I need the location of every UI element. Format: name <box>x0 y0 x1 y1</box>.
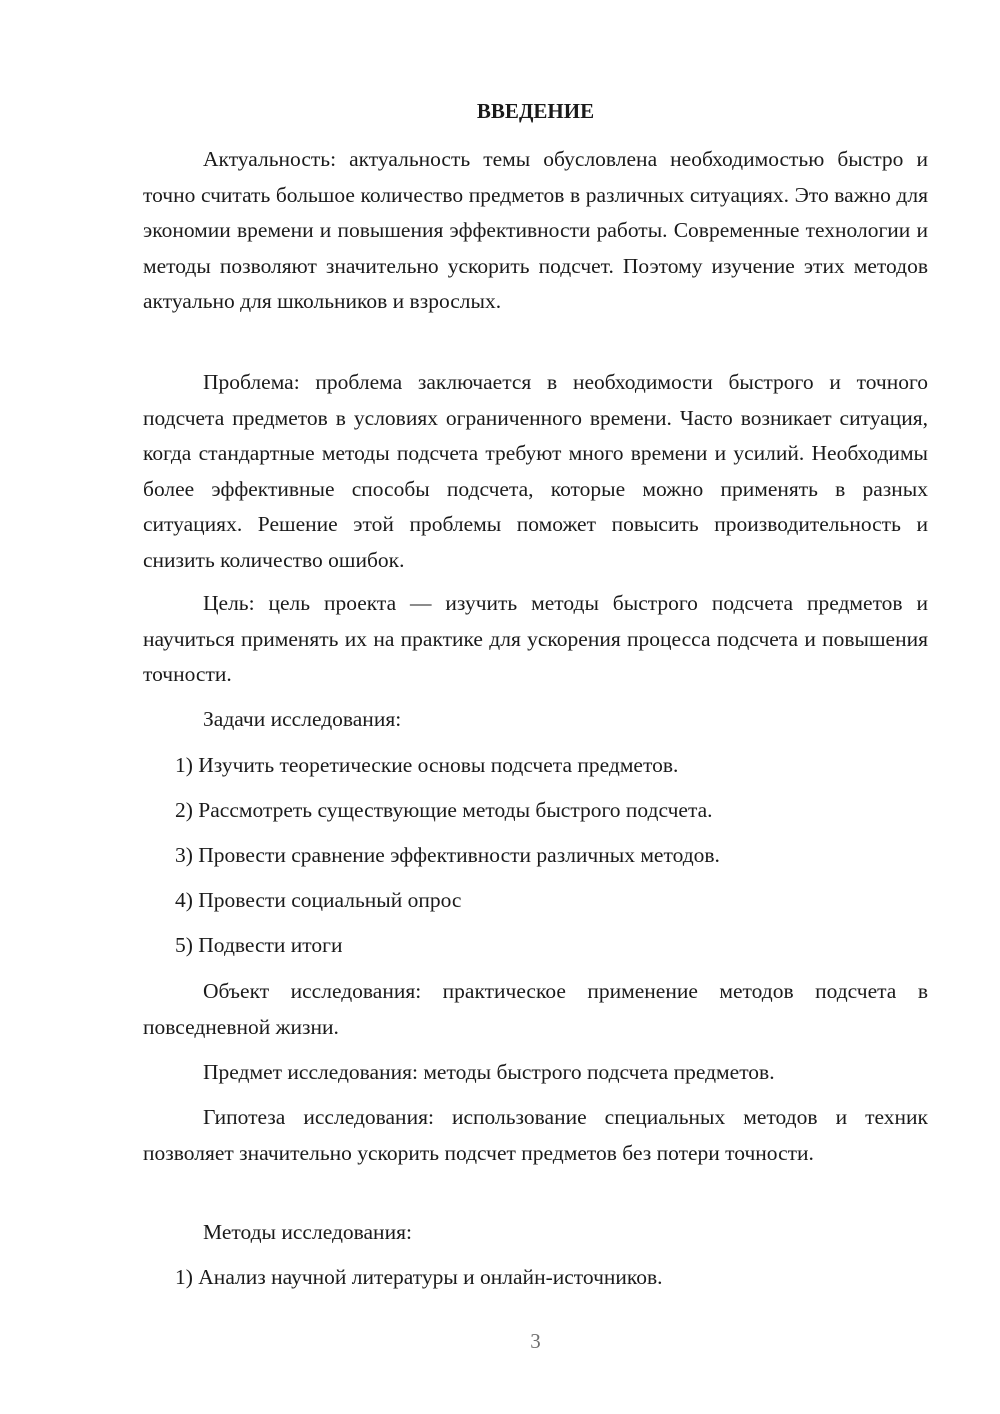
section-title: ВВЕДЕНИЕ <box>476 99 595 123</box>
task-item-5: 5) Подвести итоги <box>175 933 343 957</box>
paragraph-goal: Цель: цель проекта — изучить методы быстрого подсчета предметов и научиться применять их на практике для ускорения процесса подсчета и повышения точности. <box>143 591 928 686</box>
methods-heading: Методы исследования: <box>203 1220 412 1244</box>
tasks-heading: Задачи исследования: <box>203 707 402 731</box>
task-item-1: 1) Изучить теоретические основы подсчета предметов. <box>175 753 679 777</box>
task-item-4: 4) Провести социальный опрос <box>175 888 462 912</box>
document-page <box>143 0 928 1414</box>
task-item-2: 2) Рассмотреть существующие методы быстрого подсчета. <box>175 798 713 822</box>
paragraph-relevance: Актуальность: актуальность темы обусловлена необходимостью быстро и точно считать большое количество предметов в различных ситуациях. Это важно для экономии времени и повышения эффективности работы. Современные технологии и методы позволяют значительно ускорить подсчет. Поэтому изучение этих методов актуально для школьников и взрослых. <box>143 147 928 313</box>
page-number: 3 <box>530 1329 541 1353</box>
task-item-3: 3) Провести сравнение эффективности различных методов. <box>175 843 720 867</box>
paragraph-hypothesis: Гипотеза исследования: использование специальных методов и техник позволяет значительно ускорить подсчет предметов без потери точности. <box>143 1105 928 1165</box>
paragraph-problem: Проблема: проблема заключается в необходимости быстрого и точного подсчета предметов в условиях ограниченного времени. Часто возникает ситуация, когда стандартные методы подсчета требуют много времени и усилий. Необходимы более эффективные способы подсчета, которые можно применять в разных ситуациях. Решение этой проблемы поможет повысить производительность и снизить количество ошибок. <box>143 370 928 572</box>
method-item-1: 1) Анализ научной литературы и онлайн-источников. <box>175 1265 663 1289</box>
paragraph-object: Объект исследования: практическое применение методов подсчета в повседневной жизни. <box>143 979 928 1039</box>
paragraph-subject: Предмет исследования: методы быстрого подсчета предметов. <box>203 1060 775 1084</box>
